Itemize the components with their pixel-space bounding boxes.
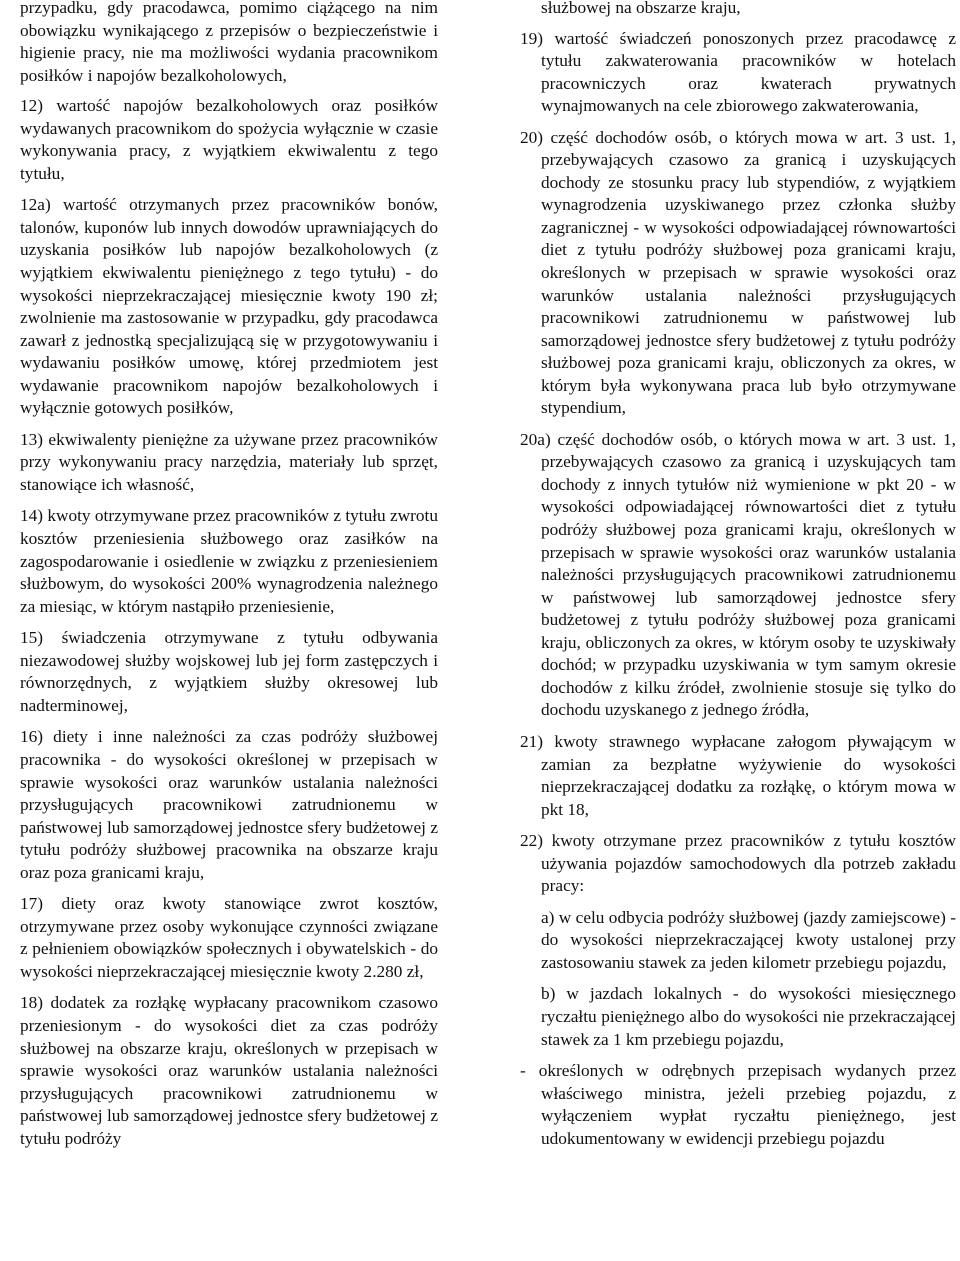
item-18: 18) dodatek za rozłąkę wypłacany pracownikom czasowo przeniesionym - do wysokości diet za czas podróży służbowej na obszarze kraju, określonych w przepisach w sprawie wysokości oraz warunków ustalania należności przysługujących pracownikowi zatrudnionemu w państwowej lub samorządowej jednostce sfery budżetowej z tytułu podróży (20, 993, 438, 1148)
item-12: 12) wartość napojów bezalkoholowych oraz posiłków wydawanych pracownikom do spożycia wyłącznie w czasie wykonywania pracy, z wyjątkiem ekwiwalentu z tego tytułu, (20, 96, 438, 183)
item-15: 15) świadczenia otrzymywane z tytułu odbywania niezawodowej służby wojskowej lub jej form zastępczych i równorzędnych, z wyjątkiem służby okresowej lub nadterminowej, (20, 628, 438, 715)
paragraph-intro: przypadku, gdy pracodawca, pomimo ciążącego na nim obowiązku wynikającego z przepisów o bezpieczeństwie i higienie pracy, nie ma możliwości wydania pracownikom posiłków i napojów bezalkoholowych, (20, 0, 438, 85)
right-column (520, 0, 956, 1150)
item-20a: 20a) część dochodów osób, o których mowa w art. 3 ust. 1, przebywających czasowo za granicą i uzyskujących tam dochody z innych tytułów niż wymienione w pkt 20 - w wysokości odpowiadającej równowartości diet z tytułu podróży służbowej poza granicami kraju, określonych w przepisach w sprawie wysokości oraz warunków ustalania należności przysługujących pracownikowi zatrudnionemu w państwowej lub samorządowej jednostce sfery budżetowej z tytułu podróży służbowej poza granicami kraju, obliczonych za okres, w którym osoby te uzyskiwały dochód; w przypadku uzyskiwania w tym samym okresie dochodów z kilku źródeł, zwolnienie stosuje się tylko do dochodu uzyskanego z jednego źródła, (520, 429, 956, 720)
paragraph-continuation: służbowej na obszarze kraju, (541, 0, 741, 17)
dash-clause: - określonych w odrębnych przepisach wydanych przez właściwego ministra, jeżeli przebieg pojazdu, z wyłączeniem wypłat ryczałtu pieniężnego, jest udokumentowany w ewidencji przebiegu pojazdu (520, 1061, 956, 1148)
item-22-b: b) w jazdach lokalnych - do wysokości miesięcznego ryczałtu pieniężnego albo do wysokości nie przekraczającej stawek za 1 km przebiegu pojazdu, (541, 984, 956, 1049)
item-20: 20) część dochodów osób, o których mowa w art. 3 ust. 1, przebywających czasowo za granicą i uzyskujących dochody ze stosunku pracy lub stypendiów, z wyjątkiem wynagrodzenia uzyskiwanego przez członka służby zagranicznej - w wysokości odpowiadającej równowartości diet z tytułu podróży służbowej poza granicami kraju, określonych w przepisach w sprawie wysokości oraz warunków ustalania należności przysługujących pracownikowi zatrudnionemu w państwowej lub samorządowej jednostce sfery budżetowej z tytułu podróży służbowej poza granicami kraju, obliczonych za okres, w którym była wykonywana praca lub było otrzymywane stypendium, (520, 127, 956, 418)
item-12a: 12a) wartość otrzymanych przez pracowników bonów, talonów, kuponów lub innych dowodów uprawniających do uzyskania posiłków lub napojów bezalkoholowych (z wyjątkiem ekwiwalentu pieniężnego z tego tytułu) - do wysokości nieprzekraczającej miesięcznie kwoty 190 zł; zwolnienie ma zastosowanie w przypadku, gdy pracodawca zawarł z jednostką specjalizującą się w przygotowywaniu i wydawaniu posiłków umowę, której przedmiotem jest wydawanie pracownikom napojów bezalkoholowych i wyłącznie gotowych posiłków, (20, 195, 438, 418)
item-21: 21) kwoty strawnego wypłacane załogom pływającym w zamian za bezpłatne wyżywienie do wysokości nieprzekraczającej dodatku za rozłąkę, o którym mowa w pkt 18, (520, 731, 956, 819)
item-13: 13) ekwiwalenty pieniężne za używane przez pracowników przy wykonywaniu pracy narzędzia, materiały lub sprzęt, stanowiące ich własność, (20, 429, 438, 494)
item-16: 16) diety i inne należności za czas podróży służbowej pracownika - do wysokości określonej w przepisach w sprawie wysokości oraz warunków ustalania należności przysługujących pracownikowi zatrudnionemu w państwowej lub samorządowej jednostce sfery budżetowej z tytułu podróży służbowej pracownika na obszarze kraju oraz poza granicami kraju, (20, 727, 438, 882)
item-19: 19) wartość świadczeń ponoszonych przez pracodawcę z tytułu zakwaterowania pracowników w hotelach pracowniczych oraz kwaterach prywatnych wynajmowanych na cele zbiorowego zakwaterowania, (520, 28, 956, 116)
item-22-a: a) w celu odbycia podróży służbowej (jazdy zamiejscowe) - do wysokości nieprzekraczającej kwoty ustalonej przy zastosowaniu stawek za jeden kilometr przebiegu pojazdu, (541, 907, 956, 972)
item-14: 14) kwoty otrzymywane przez pracowników z tytułu zwrotu kosztów przeniesienia służbowego oraz zasiłków na zagospodarowanie i osiedlenie w związku z przeniesieniem służbowym, do wysokości 200% wynagrodzenia należnego za miesiąc, w którym nastąpiło przeniesienie, (20, 506, 438, 616)
item-17: 17) diety oraz kwoty stanowiące zwrot kosztów, otrzymywane przez osoby wykonujące czynności związane z pełnieniem obowiązków społecznych i obywatelskich - do wysokości nieprzekraczającej miesięcznie kwoty 2.280 zł, (20, 894, 438, 981)
left-column (20, 0, 438, 1159)
item-22: 22) kwoty otrzymane przez pracowników z tytułu kosztów używania pojazdów samochodowych dla potrzeb zakładu pracy: (520, 831, 956, 896)
